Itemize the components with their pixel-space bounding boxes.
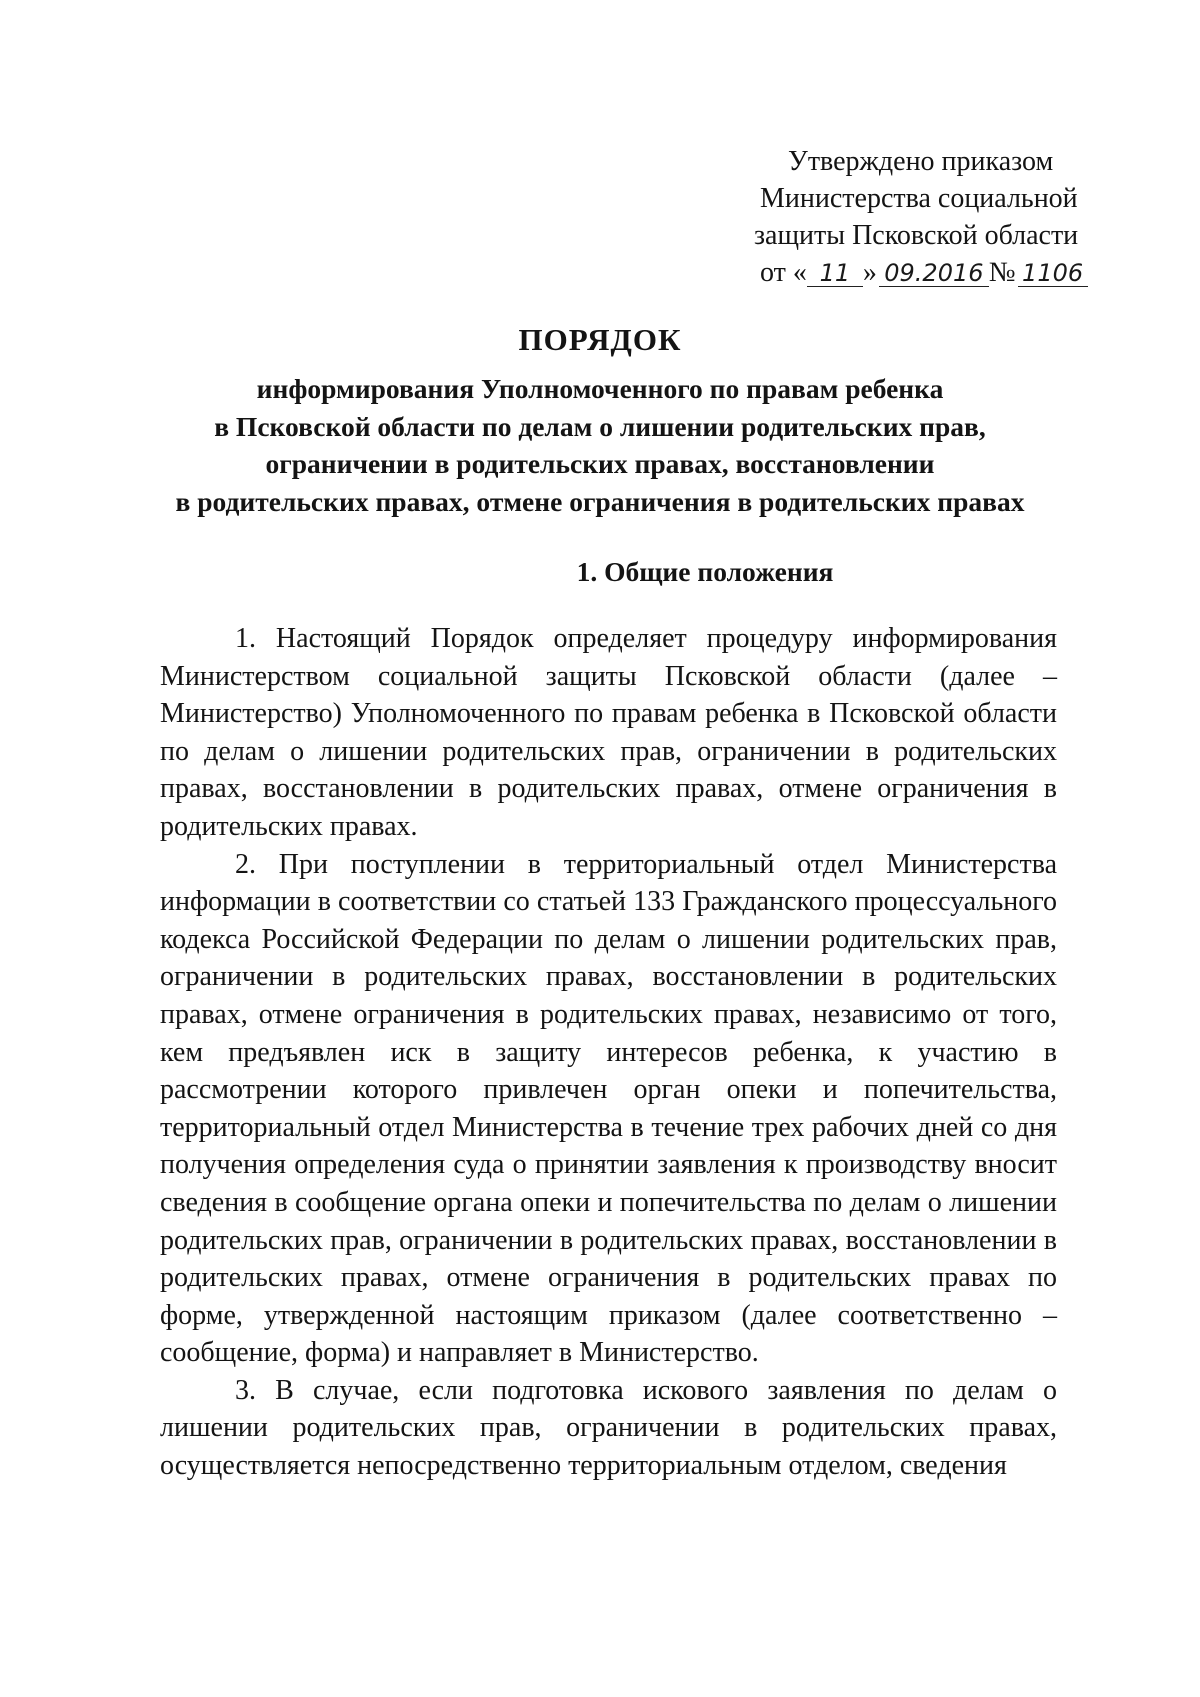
paragraph-2: 2. При поступлении в территориальный отдел Министерства информации в соответствии со статьей 133 Гражданского процессуального кодекса Российской Федерации по делам о лишении родительских прав, ограничении в родительских правах, восстановлении в родительских правах, отмене ограничения в родительских правах, независимо от того, кем предъявлен иск в защиту интересов ребенка, к участию в рассмотрении которого привлечен орган опеки и попечительства, территориальный отдел Министерства в течение трех рабочих дней со дня получения определения суда о принятии заявления к производству вносит сведения в сообщение органа опеки и попечительства по делам о лишении родительских прав, ограничении в родительских правах, восстановлении в родительских правах, отмене ограничения в родительских правах по форме, утвержденной настоящим приказом (далее соответственно – сообщение, форма) и направляет в Министерство. bbox=[160, 848, 1057, 1369]
subtitle-line-4: в родительских правах, отмене ограничения в родительских правах bbox=[175, 485, 1025, 517]
paragraph-1: 1. Настоящий Порядок определяет процедуру информирования Министерством социальной защиты Псковской области (далее – Министерство) Уполномоченного по правам ребенка в Псковской области по делам о лишении родительских прав, ограничении в родительских правах, восстановлении в родительских правах, отмене ограничения в родительских правах. bbox=[160, 623, 1057, 842]
approval-quote-close: » bbox=[862, 257, 877, 288]
subtitle-line-3: ограничении в родительских правах, восстановлении bbox=[265, 448, 935, 479]
approval-line-1: Утверждено приказом bbox=[788, 146, 1054, 177]
approval-line-2: Министерства социальной bbox=[760, 183, 1078, 214]
approval-number-label: № bbox=[988, 257, 1016, 288]
document-body bbox=[160, 620, 1057, 1485]
document-title: ПОРЯДОК bbox=[518, 322, 682, 357]
subtitle-line-1: информирования Уполномоченного по правам ребенка bbox=[256, 373, 944, 404]
approval-line-3: защиты Псковской области bbox=[754, 220, 1079, 251]
document-title-block bbox=[150, 320, 1050, 520]
handwritten-order-number: 1106 bbox=[1018, 260, 1088, 287]
approval-date-prefix: от « bbox=[760, 257, 807, 288]
handwritten-month-year: 09.2016 bbox=[879, 260, 989, 287]
section-heading: 1. Общие положения bbox=[576, 556, 834, 587]
subtitle-line-2: в Псковской области по делам о лишении родительских прав, bbox=[214, 410, 986, 442]
approval-stamp-block bbox=[748, 143, 1148, 291]
approval-date-line bbox=[748, 254, 1148, 291]
paragraph-3: 3. В случае, если подготовка искового заявления по делам о лишении родительских прав, ограничении в родительских правах, осуществляется непосредственно территориальным отделом, сведения bbox=[160, 1374, 1057, 1482]
handwritten-day: 11 bbox=[807, 260, 863, 287]
